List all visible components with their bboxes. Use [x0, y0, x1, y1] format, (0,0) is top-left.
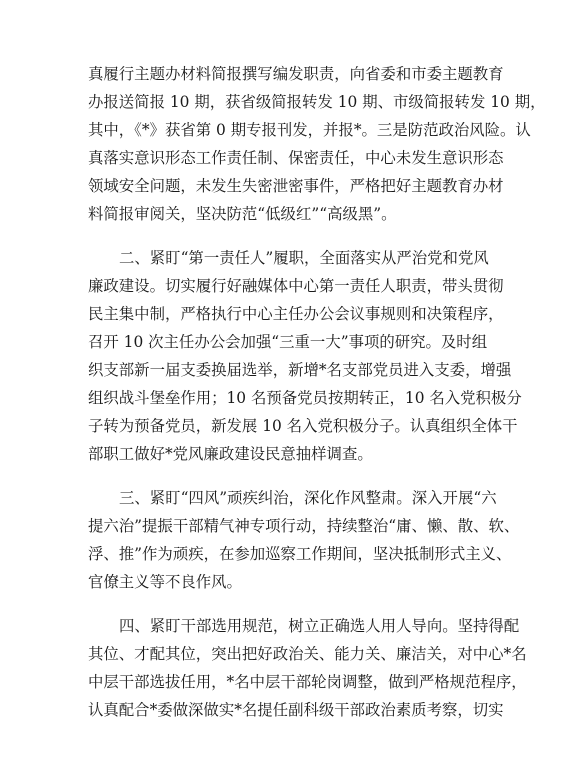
text-line: 其中，《*》获省第 0 期专报刊发，并报*。三是防范政治风险。认 — [88, 121, 531, 139]
text-line: 认真配合*委做深做实*名提任副科级干部政治素质考察，切实 — [88, 701, 504, 719]
text-line: 其位、才配其位，突出把好政治关、能力关、廉洁关，对中心*名 — [88, 645, 527, 663]
section-heading-line: 四、紧盯干部选用规范，树立正确选人用人导向。坚持得配 — [119, 617, 520, 635]
text-line: 召开 10 次主任办公会加强“三重一大”事项的研究。及时组 — [88, 333, 488, 351]
paragraph-1 — [88, 60, 546, 228]
text-line: 织支部新一届支委换届选举，新增*名支部党员进入支委，增强 — [88, 361, 512, 379]
paragraph-3 — [88, 484, 520, 596]
text-line: 组织战斗堡垒作用；10 名预备党员按期转正，10 名入党积极分 — [88, 389, 522, 407]
text-line: 官僚主义等不良作风。 — [88, 573, 242, 591]
text-line: 领域安全问题，未发生失密泄密事件，严格把好主题教育办材 — [88, 177, 504, 195]
paragraph-4 — [88, 612, 527, 724]
text-line: 料简报审阅关，坚决防范“低级红”“高级黑”。 — [88, 205, 397, 223]
section-heading-line: 三、紧盯“四风”顽疾纠治，深化作风整肃。深入开展“六 — [119, 489, 497, 507]
document-body — [88, 60, 546, 740]
section-heading-line: 二、紧盯“第一责任人”履职，全面落实从严治党和党风 — [119, 249, 489, 267]
text-line: 真履行主题办材料简报撰写编发职责，向省委和市委主题教育 — [88, 65, 504, 83]
text-line: 部职工做好*党风廉政建设民意抽样调查。 — [88, 445, 373, 463]
text-line: 子转为预备党员，新发展 10 名入党积极分子。认真组织全体干 — [88, 417, 518, 435]
text-line: 浮、推”作为顽疾，在参加巡察工作期间，坚决抵制形式主义、 — [88, 545, 512, 563]
text-line: 中层干部选拔任用，*名中层干部轮岗调整，做到严格规范程序， — [88, 673, 527, 691]
text-line: 廉政建设。切实履行好融媒体中心第一责任人职责，带头贯彻 — [88, 277, 504, 295]
text-line: 办报送简报 10 期，获省级简报转发 10 期、市级简报转发 10 期， — [88, 93, 546, 111]
text-line: 民主集中制，严格执行中心主任办公会议事规则和决策程序， — [88, 305, 504, 323]
text-line: 真落实意识形态工作责任制、保密责任，中心未发生意识形态 — [88, 149, 504, 167]
text-line: 提六治”提振干部精气神专项行动，持续整治“庸、懒、散、软、 — [88, 517, 520, 535]
paragraph-2 — [88, 244, 522, 468]
